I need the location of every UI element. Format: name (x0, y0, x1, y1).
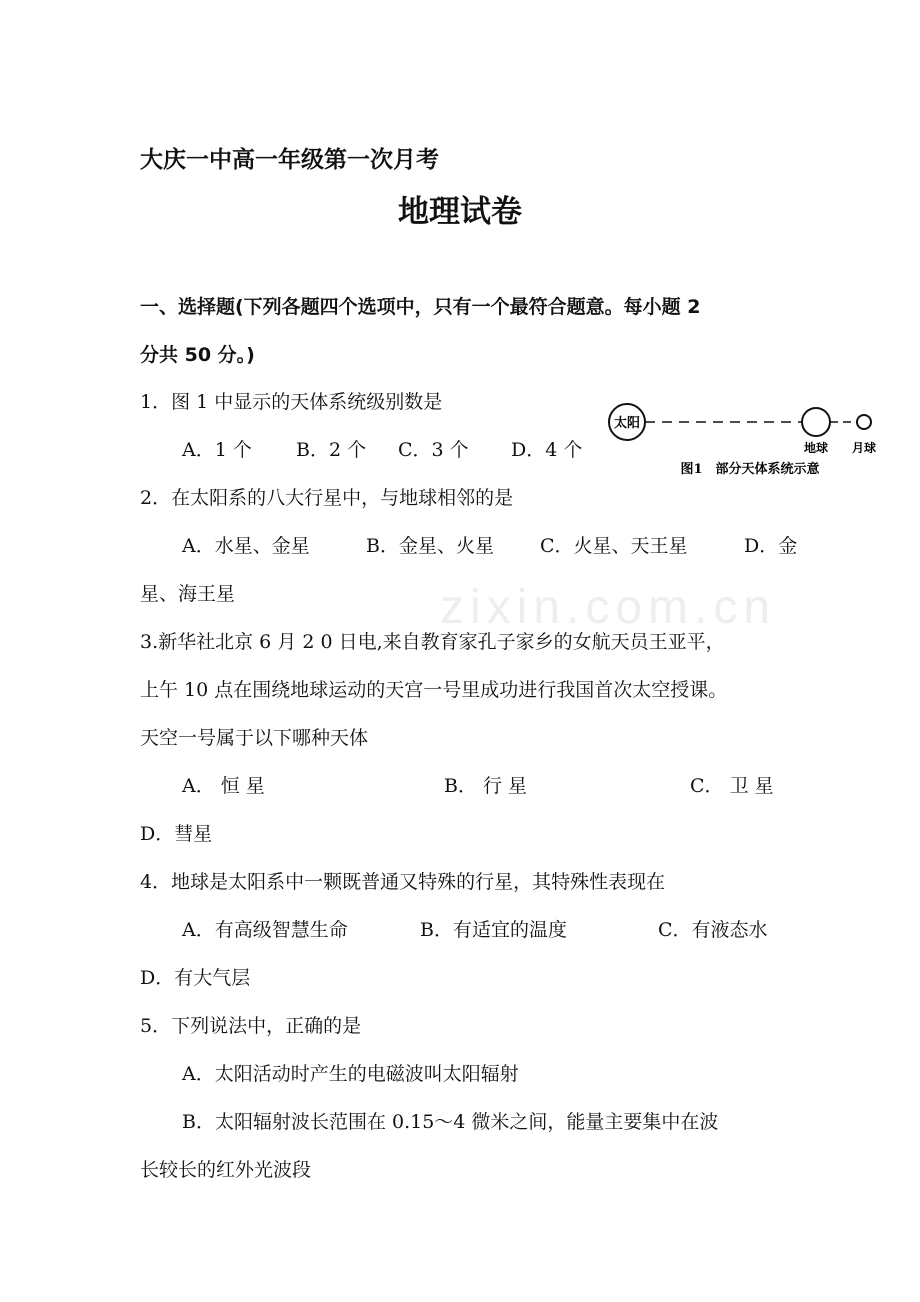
q2-option-d-cont: 星、海王星 (140, 583, 236, 605)
question-5: 5．下列说法中，正确的是 (140, 1015, 362, 1037)
q2-option-a: A．水星、金星 (182, 535, 310, 557)
figure-caption: 图1 部分天体系统示意 (680, 462, 820, 477)
q2-option-d: D．金 (744, 535, 798, 557)
q3-option-d: D．彗星 (140, 823, 213, 845)
q4-option-c: C．有液态水 (658, 919, 768, 941)
school-title: 大庆一中高一年级第一次月考 (140, 147, 439, 173)
moon-circle (857, 415, 871, 429)
question-3-line3: 天空一号属于以下哪种天体 (140, 727, 369, 749)
question-2: 2．在太阳系的八大行星中，与地球相邻的是 (140, 487, 514, 509)
q1-option-b: B．2 个 (296, 439, 367, 461)
q5-option-b: B．太阳辐射波长范围在 0.15～4 微米之间，能量主要集中在波 (182, 1111, 719, 1133)
figure-1-celestial-systems (605, 400, 895, 480)
q1-option-d: D．4 个 (511, 439, 583, 461)
subject-title: 地理试卷 (398, 194, 522, 230)
q3-option-b: B． 行 星 (444, 775, 528, 797)
sun-label: 太阳 (613, 416, 641, 431)
q5-option-a: A．太阳活动时产生的电磁波叫太阳辐射 (182, 1063, 519, 1085)
section-heading-cont: 分共 50 分。) (140, 344, 255, 366)
question-4: 4．地球是太阳系中一颗既普通又特殊的行星，其特殊性表现在 (140, 871, 666, 893)
question-3-line2: 上午 10 点在围绕地球运动的天宫一号里成功进行我国首次太空授课。 (140, 679, 728, 701)
moon-label: 月球 (851, 441, 877, 455)
q1-option-c: C．3 个 (398, 439, 469, 461)
q4-option-d: D．有大气层 (140, 967, 251, 989)
section-heading: 一、选择题(下列各题四个选项中，只有一个最符合题意。每小题 2 (140, 296, 701, 318)
watermark: zixin.com.cn (440, 581, 777, 634)
q3-option-a: A． 恒 星 (182, 775, 265, 797)
q1-option-a: A．1 个 (182, 439, 252, 461)
q5-option-b-cont: 长较长的红外光波段 (140, 1159, 312, 1181)
earth-circle (802, 408, 830, 436)
earth-label: 地球 (803, 441, 829, 455)
q4-option-a: A．有高级智慧生命 (182, 919, 348, 941)
q2-option-b: B．金星、火星 (366, 535, 494, 557)
question-1: 1．图 1 中显示的天体系统级别数是 (140, 391, 443, 413)
q2-option-c: C．火星、天王星 (540, 535, 688, 557)
question-3: 3.新华社北京 6 月 2 0 日电,来自教育家孔子家乡的女航天员王亚平， (140, 631, 725, 653)
q3-option-c: C． 卫 星 (690, 775, 774, 797)
q4-option-b: B．有适宜的温度 (420, 919, 567, 941)
